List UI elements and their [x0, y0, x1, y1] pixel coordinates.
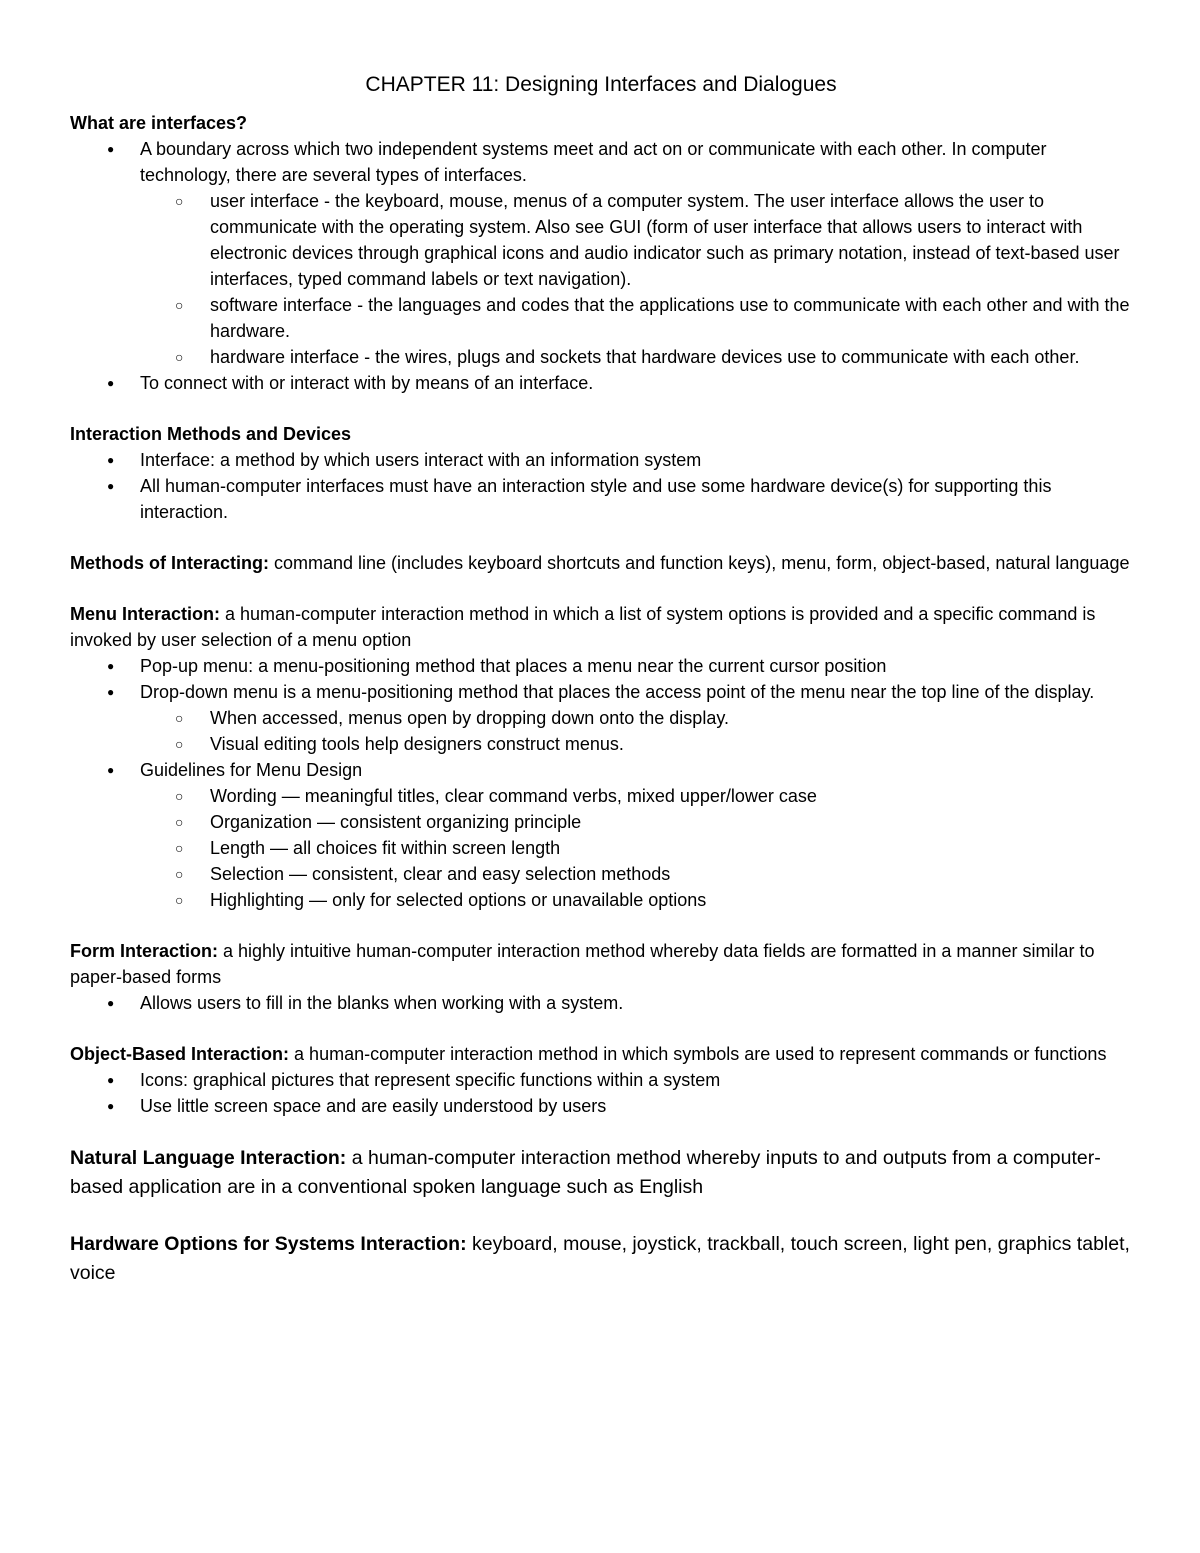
sub-bullet-list: [140, 705, 1132, 757]
bullet-list: [70, 653, 1132, 913]
list-item-text: Highlighting — only for selected options or unavailable options: [210, 890, 707, 910]
list-item: [107, 473, 1132, 525]
section-form-interaction: [70, 938, 1132, 1016]
list-item-text: All human-computer interfaces must have an interaction style and use some hardware device(s) for supporting this interaction.: [140, 476, 1052, 522]
list-item: [175, 887, 1132, 913]
hollow-bullet-icon: ○: [175, 840, 184, 856]
hollow-bullet-icon: ○: [175, 710, 184, 726]
bullet-icon: ●: [107, 763, 115, 777]
document-page: [70, 70, 1132, 1316]
sub-bullet-list: [140, 783, 1132, 913]
definition-term: Methods of Interacting:: [70, 553, 269, 573]
hollow-bullet-icon: ○: [175, 349, 184, 365]
list-item-text: To connect with or interact with by means of an interface.: [140, 373, 594, 393]
list-item: [107, 757, 1132, 913]
list-item: [107, 1093, 1132, 1119]
list-item-text: user interface - the keyboard, mouse, menus of a computer system. The user interface allows the user to communicate with the operating system. Also see GUI (form of user interface that allows users to interact with electronic devices through graphical icons and audio indicator such as primary notation, instead of text-based user interfaces, typed command labels or text navigation).: [210, 191, 1120, 289]
section-heading: Interaction Methods and Devices: [70, 424, 352, 444]
bullet-icon: ●: [107, 453, 115, 467]
list-item: [107, 136, 1132, 370]
list-item: [175, 292, 1132, 344]
list-item-text: Allows users to fill in the blanks when working with a system.: [140, 993, 624, 1013]
list-item-text: hardware interface - the wires, plugs and sockets that hardware devices use to communicate with each other.: [210, 347, 1080, 367]
hollow-bullet-icon: ○: [175, 866, 184, 882]
definition-paragraph: [70, 1041, 1132, 1067]
list-item: [107, 653, 1132, 679]
list-item-text: Visual editing tools help designers construct menus.: [210, 734, 624, 754]
list-item-text: Interface: a method by which users interact with an information system: [140, 450, 702, 470]
hollow-bullet-icon: ○: [175, 736, 184, 752]
bullet-icon: ●: [107, 1073, 115, 1087]
list-item-text: Use little screen space and are easily understood by users: [140, 1096, 607, 1116]
list-item: [175, 861, 1132, 887]
list-item: [175, 809, 1132, 835]
definition-paragraph: [70, 938, 1132, 990]
bullet-icon: ●: [107, 685, 115, 699]
section-object-based-interaction: [70, 1041, 1132, 1119]
list-item-text: A boundary across which two independent systems meet and act on or communicate with each other. In computer technology, there are several types of interfaces.: [140, 139, 1047, 185]
hollow-bullet-icon: ○: [175, 193, 184, 209]
section-interfaces: [70, 110, 1132, 396]
list-item: [107, 370, 1132, 396]
definition-paragraph: [70, 601, 1132, 653]
list-item: [175, 835, 1132, 861]
list-item-text: Selection — consistent, clear and easy selection methods: [210, 864, 671, 884]
section-natural-language-interaction: [70, 1144, 1132, 1202]
list-item: [107, 1067, 1132, 1093]
definition-text: a human-computer interaction method in which a list of system options is provided and a specific command is invoked by user selection of a menu option: [70, 604, 1096, 650]
bullet-icon: ●: [107, 479, 115, 493]
list-item: [175, 731, 1132, 757]
definition-term: Form Interaction:: [70, 941, 219, 961]
list-item: [175, 783, 1132, 809]
list-item: [175, 705, 1132, 731]
definition-text: command line (includes keyboard shortcuts and function keys), menu, form, object-based, natural language: [269, 553, 1130, 573]
definition-term: Hardware Options for Systems Interaction:: [70, 1233, 467, 1255]
list-item: [107, 679, 1132, 757]
definition-term: Menu Interaction:: [70, 604, 221, 624]
list-item: [175, 344, 1132, 370]
bullet-icon: ●: [107, 142, 115, 156]
section-interaction-methods: [70, 421, 1132, 525]
definition-paragraph: [70, 1144, 1132, 1202]
sub-bullet-list: [140, 188, 1132, 370]
definition-text: keyboard, mouse, joystick, trackball, touch screen, light pen, graphics tablet, voice: [70, 1233, 1130, 1284]
bullet-icon: ●: [107, 659, 115, 673]
definition-term: Object-Based Interaction:: [70, 1044, 290, 1064]
list-item-text: Icons: graphical pictures that represent specific functions within a system: [140, 1070, 721, 1090]
list-item: [175, 188, 1132, 292]
bullet-icon: ●: [107, 996, 115, 1010]
section-methods-of-interacting: [70, 550, 1132, 576]
hollow-bullet-icon: ○: [175, 814, 184, 830]
definition-text: a human-computer interaction method in which symbols are used to represent commands or functions: [289, 1044, 1107, 1064]
hollow-bullet-icon: ○: [175, 892, 184, 908]
list-item-text: Pop-up menu: a menu-positioning method that places a menu near the current cursor position: [140, 656, 887, 676]
definition-paragraph: [70, 1230, 1132, 1288]
list-item-text: Wording — meaningful titles, clear command verbs, mixed upper/lower case: [210, 786, 817, 806]
definition-text: a highly intuitive human-computer interaction method whereby data fields are formatted in a manner similar to paper-based forms: [70, 941, 1095, 987]
definition-term: Natural Language Interaction:: [70, 1147, 347, 1169]
bullet-list: [70, 990, 1132, 1016]
definition-paragraph: [70, 550, 1132, 576]
hollow-bullet-icon: ○: [175, 788, 184, 804]
list-item-text: Guidelines for Menu Design: [140, 760, 363, 780]
definition-text: a human-computer interaction method whereby inputs to and outputs from a computer-based application are in a conventional spoken language such as English: [70, 1147, 1101, 1198]
list-item: [107, 990, 1132, 1016]
list-item-text: Drop-down menu is a menu-positioning method that places the access point of the menu near the top line of the display.: [140, 682, 1095, 702]
list-item-text: software interface - the languages and codes that the applications use to communicate with each other and with the hardware.: [210, 295, 1130, 341]
list-item-text: Organization — consistent organizing principle: [210, 812, 582, 832]
section-menu-interaction: [70, 601, 1132, 913]
bullet-icon: ●: [107, 376, 115, 390]
list-item-text: Length — all choices fit within screen length: [210, 838, 561, 858]
list-item-text: When accessed, menus open by dropping down onto the display.: [210, 708, 729, 728]
hollow-bullet-icon: ○: [175, 297, 184, 313]
list-item: [107, 447, 1132, 473]
bullet-list: [70, 1067, 1132, 1119]
section-heading: What are interfaces?: [70, 113, 248, 133]
bullet-list: [70, 447, 1132, 525]
page-title: CHAPTER 11: Designing Interfaces and Dialogues: [365, 73, 837, 96]
bullet-list: [70, 136, 1132, 396]
section-hardware-options: [70, 1230, 1132, 1288]
bullet-icon: ●: [107, 1099, 115, 1113]
